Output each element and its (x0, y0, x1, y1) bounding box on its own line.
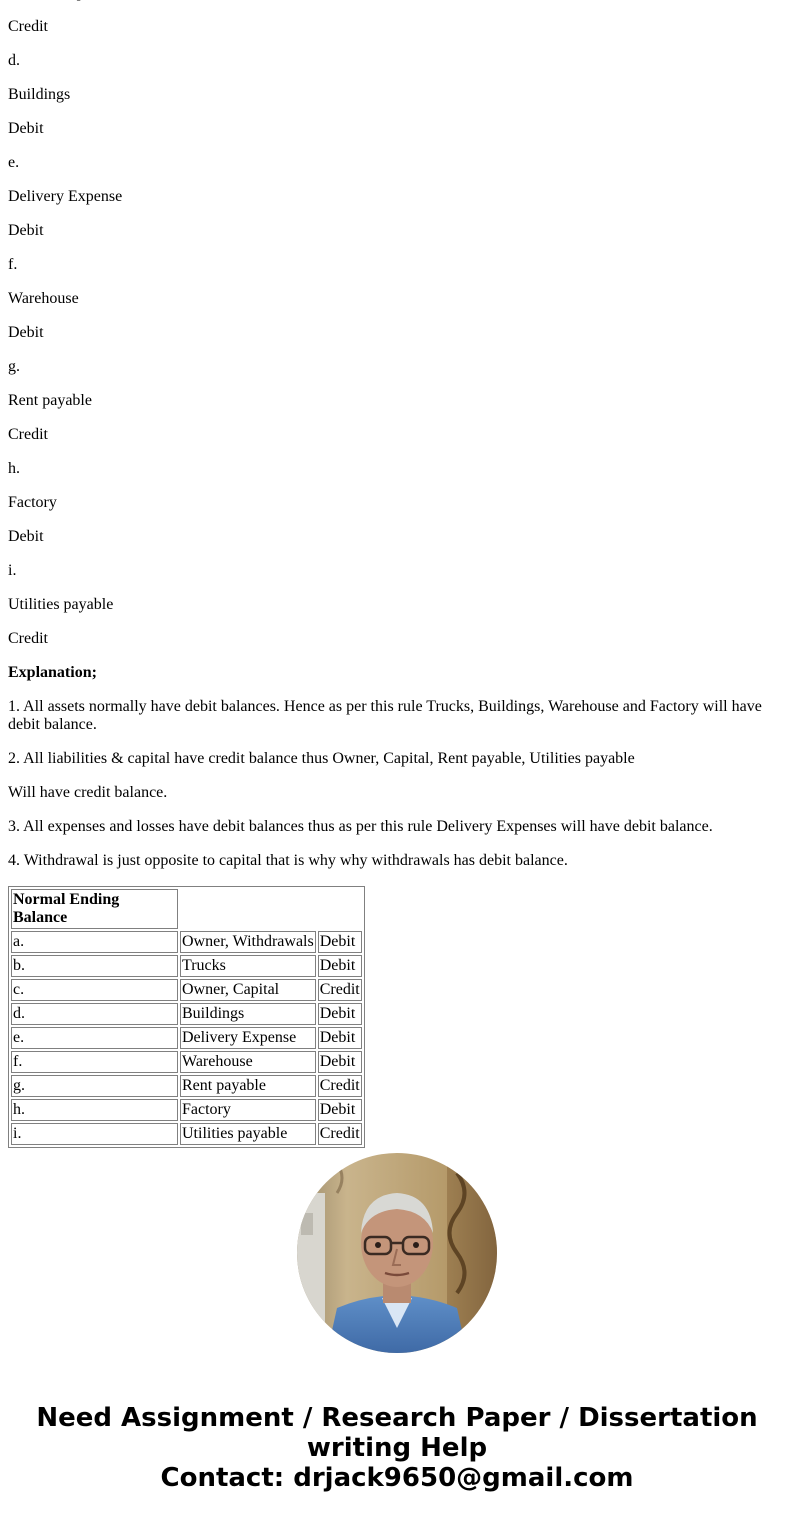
explanation-point: 2. All liabilities & capital have credit balance thus Owner, Capital, Rent payable, Utilities payable (8, 750, 635, 767)
row-balance: Debit (318, 955, 362, 977)
table-header-row (11, 889, 362, 929)
item-line: Factory (8, 494, 57, 511)
promo-line: Need Assignment / Research Paper / Dissertation (36, 1403, 758, 1433)
item-line: Debit (8, 528, 44, 545)
row-letter: e. (11, 1027, 178, 1049)
table-row (11, 1123, 362, 1145)
row-balance: Credit (318, 1123, 362, 1145)
item-line: Credit (8, 630, 48, 647)
row-account: Delivery Expense (180, 1027, 316, 1049)
item-line: Debit (8, 324, 44, 341)
row-letter: b. (11, 955, 178, 977)
row-account: Owner, Withdrawals (180, 931, 316, 953)
row-balance: Credit (318, 979, 362, 1001)
table-row (11, 931, 362, 953)
explanation-point: 3. All expenses and losses have debit balances thus as per this rule Delivery Expenses will have debit balance. (8, 818, 713, 835)
item-line: Buildings (8, 86, 71, 103)
row-letter: h. (11, 1099, 178, 1121)
table-header: Normal Ending Balance (11, 889, 178, 929)
row-balance: Debit (318, 1051, 362, 1073)
row-letter: g. (11, 1075, 178, 1097)
row-balance: Debit (318, 931, 362, 953)
item-line: h. (8, 460, 20, 477)
row-account: Owner, Capital (180, 979, 316, 1001)
row-letter: d. (11, 1003, 178, 1025)
item-line: Debit (8, 120, 44, 137)
row-account: Factory (180, 1099, 316, 1121)
item-line (8, 0, 786, 2)
row-account: Warehouse (180, 1051, 316, 1073)
row-letter: f. (11, 1051, 178, 1073)
item-line: g. (8, 358, 20, 375)
answer-content (8, 0, 786, 1148)
item-line: Warehouse (8, 290, 79, 307)
row-balance: Debit (318, 1099, 362, 1121)
promo-banner (0, 1403, 794, 1493)
item-line: Utilities payable (8, 596, 114, 613)
avatar-photo (297, 1153, 497, 1353)
explanation-point: 1. All assets normally have debit balances. Hence as per this rule Trucks, Buildings, Warehouse and Factory will have debit balance. (8, 698, 762, 733)
table-row (11, 979, 362, 1001)
promo-contact: Contact: drjack9650@gmail.com (160, 1463, 634, 1493)
promo-line: writing Help (306, 1433, 488, 1463)
table-row (11, 1051, 362, 1073)
item-line: Rent payable (8, 392, 92, 409)
item-line: i. (8, 562, 17, 579)
item-line: Credit (8, 426, 48, 443)
item-line: Credit (8, 18, 48, 35)
row-account: Rent payable (180, 1075, 316, 1097)
item-line: e. (8, 154, 20, 171)
row-letter: i. (11, 1123, 178, 1145)
row-balance: Debit (318, 1027, 362, 1049)
table-row (11, 1027, 362, 1049)
row-account: Trucks (180, 955, 316, 977)
row-balance: Debit (318, 1003, 362, 1025)
row-balance: Credit (318, 1075, 362, 1097)
explanation-heading: Explanation; (8, 664, 97, 681)
table-row (11, 955, 362, 977)
explanation-point: 4. Withdrawal is just opposite to capital that is why why withdrawals has debit balance. (8, 852, 568, 869)
avatar (297, 1153, 497, 1353)
row-letter: a. (11, 931, 178, 953)
table-row (11, 1099, 362, 1121)
item-line: d. (8, 52, 20, 69)
table-row (11, 1075, 362, 1097)
item-line: f. (8, 256, 18, 273)
item-line: Debit (8, 222, 44, 239)
balance-table (8, 886, 365, 1148)
table-row (11, 1003, 362, 1025)
item-line: Delivery Expense (8, 188, 123, 205)
explanation-point: Will have credit balance. (8, 784, 168, 801)
row-account: Buildings (180, 1003, 316, 1025)
row-letter: c. (11, 979, 178, 1001)
row-account: Utilities payable (180, 1123, 316, 1145)
